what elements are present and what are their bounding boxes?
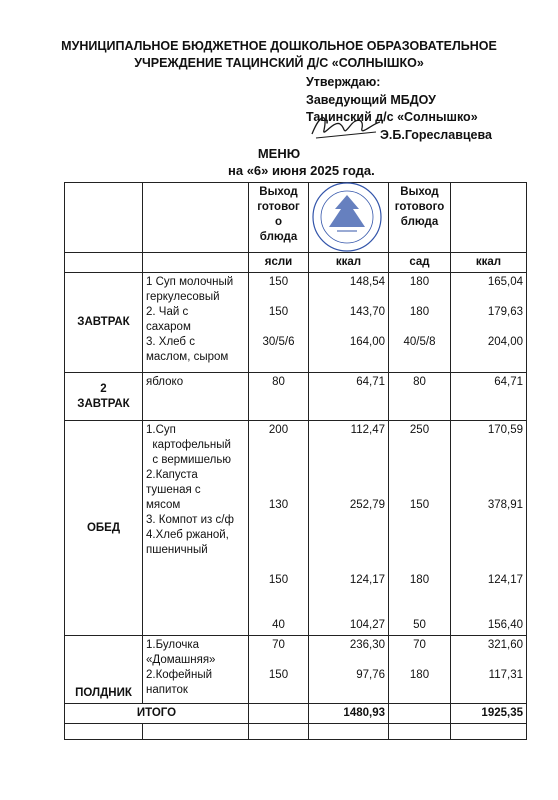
col-output-garden: Выход готового блюда <box>389 183 451 253</box>
approval-line-1: Утверждаю: <box>306 75 381 89</box>
meal-breakfast2: 2 ЗАВТРАК <box>65 373 143 421</box>
table-row-total <box>65 704 527 724</box>
meal-lunch: ОБЕД <box>65 421 143 636</box>
dishes-snack: 1.Булочка «Домашняя» 2.Кофейный напиток <box>143 636 249 704</box>
garden-breakfast: 180 180 40/5/8 <box>389 273 451 373</box>
kcal-nursery-breakfast2: 64,71 <box>309 373 389 421</box>
col-kcal-1: ккал <box>309 253 389 273</box>
garden-lunch: 250 150 180 50 <box>389 421 451 636</box>
kcal-garden-breakfast2: 64,71 <box>451 373 527 421</box>
garden-breakfast2: 80 <box>389 373 451 421</box>
col-nursery: ясли <box>249 253 309 273</box>
nursery-breakfast2: 80 <box>249 373 309 421</box>
total-label: ИТОГО <box>65 704 249 724</box>
menu-title: МЕНЮ <box>257 146 301 161</box>
col-garden: сад <box>389 253 451 273</box>
col-output-nursery: Выход готовог о блюда <box>249 183 309 253</box>
table-row-breakfast2 <box>65 373 527 421</box>
header-line-2: УЧРЕЖДЕНИЕ ТАЦИНСКИЙ Д/С «СОЛНЫШКО» <box>134 56 424 70</box>
dishes-breakfast: 1 Суп молочный геркулесовый 2. Чай с сахаром 3. Хлеб с маслом, сыром <box>143 273 249 373</box>
kcal-garden-breakfast: 165,04 179,63 204,00 <box>451 273 527 373</box>
dishes-lunch: 1.Суп картофельный с вермишелью 2.Капуста тушеная с мясом 3. Компот из с/ф 4.Хлеб ржаной, пшеничный <box>143 421 249 636</box>
col-kcal-2: ккал <box>451 253 527 273</box>
kcal-nursery-lunch: 112,47 252,79 124,17 104,27 <box>309 421 389 636</box>
kcal-nursery-breakfast: 148,54 143,70 164,00 <box>309 273 389 373</box>
table-row-breakfast <box>65 273 527 373</box>
header-line-1: МУНИЦИПАЛЬНОЕ БЮДЖЕТНОЕ ДОШКОЛЬНОЕ ОБРАЗОВАТЕЛЬНОЕ <box>61 39 497 53</box>
menu-date: на «6» июня 2025 года. <box>228 163 375 178</box>
nursery-snack: 70 150 <box>249 636 309 704</box>
kcal-garden-snack: 321,60 117,31 <box>451 636 527 704</box>
approver-name: Э.Б.Гореславцева <box>380 128 492 142</box>
kcal-nursery-snack: 236,30 97,76 <box>309 636 389 704</box>
garden-snack: 70 180 <box>389 636 451 704</box>
dish-breakfast2: яблоко <box>143 373 249 421</box>
stamp-emblem <box>307 179 389 257</box>
meal-snack: ПОЛДНИК <box>65 636 143 704</box>
table-header-row <box>65 183 527 253</box>
kcal-garden-lunch: 170,59 378,91 124,17 156,40 <box>451 421 527 636</box>
approval-line-3: Тацинский д/с «Солнышко» <box>306 110 478 124</box>
total-kcal-garden: 1925,35 <box>451 704 527 724</box>
nursery-lunch: 200 130 150 40 <box>249 421 309 636</box>
table-row-lunch <box>65 421 527 636</box>
table-row-empty <box>65 724 527 740</box>
nursery-breakfast: 150 150 30/5/6 <box>249 273 309 373</box>
meal-breakfast: ЗАВТРАК <box>65 273 143 373</box>
menu-table <box>64 182 527 740</box>
table-row-snack <box>65 636 527 704</box>
signature-scribble <box>306 108 386 142</box>
table-subheader-row <box>65 253 527 273</box>
total-kcal-nursery: 1480,93 <box>309 704 389 724</box>
approval-line-2: Заведующий МБДОУ <box>306 92 436 107</box>
